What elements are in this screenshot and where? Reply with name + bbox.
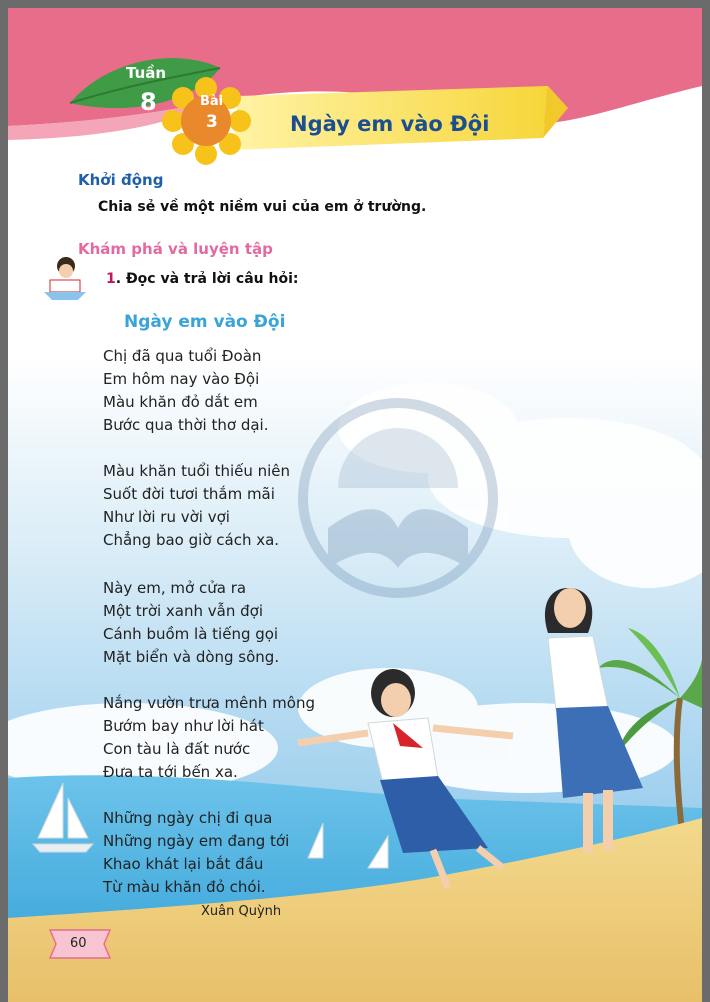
poem-line: Con tàu là đất nước	[103, 740, 251, 758]
question-number: 1	[106, 271, 116, 287]
question-1	[106, 271, 299, 287]
page-number: 60	[70, 936, 87, 951]
poem-line: Khao khát lại bắt đầu	[103, 855, 264, 873]
poem-line: Bước qua thời thơ dại.	[103, 416, 269, 434]
poem-line: Màu khăn đỏ dắt em	[103, 393, 258, 411]
poem-title: Ngày em vào Đội	[124, 312, 286, 332]
poem-line: Suốt đời tươi thắm mãi	[103, 485, 275, 503]
warmup-task: Chia sẻ về một niềm vui của em ở trường.	[98, 199, 427, 215]
poem-line: Mặt biển và dòng sông.	[103, 648, 280, 666]
explore-heading: Khám phá và luyện tập	[78, 240, 273, 258]
week-number: 8	[140, 88, 157, 116]
question-text: . Đọc và trả lời câu hỏi:	[115, 271, 299, 287]
poem-line: Bướm bay như lời hát	[103, 717, 264, 735]
lesson-title: Ngày em vào Đội	[290, 112, 490, 136]
poem-line: Cánh buồm là tiếng gọi	[103, 625, 279, 643]
lesson-number: 3	[206, 112, 218, 132]
poem-line: Em hôm nay vào Đội	[103, 370, 260, 388]
poem-author: Xuân Quỳnh	[201, 904, 282, 919]
poem-line: Chị đã qua tuổi Đoàn	[103, 347, 262, 365]
poem-line: Những ngày em đang tới	[103, 832, 290, 850]
poem-line: Màu khăn tuổi thiếu niên	[103, 462, 291, 480]
poem-line: Đưa ta tới bến xa.	[103, 763, 238, 781]
lesson-label: Bài	[200, 94, 224, 109]
warmup-heading: Khởi động	[78, 171, 164, 189]
poem-line: Như lời ru vời vợi	[103, 508, 230, 526]
textbook-page	[8, 8, 702, 1002]
week-label: Tuần	[126, 64, 167, 82]
poem-line: Từ màu khăn đỏ chói.	[103, 878, 266, 896]
poem-line: Này em, mở cửa ra	[103, 579, 247, 597]
background-illustration	[8, 8, 702, 1002]
poem-line: Chẳng bao giờ cách xa.	[103, 531, 280, 549]
poem-line: Nắng vườn trưa mênh mông	[103, 694, 315, 712]
poem-line: Một trời xanh vẫn đợi	[103, 602, 263, 620]
poem-line: Những ngày chị đi qua	[103, 809, 273, 827]
